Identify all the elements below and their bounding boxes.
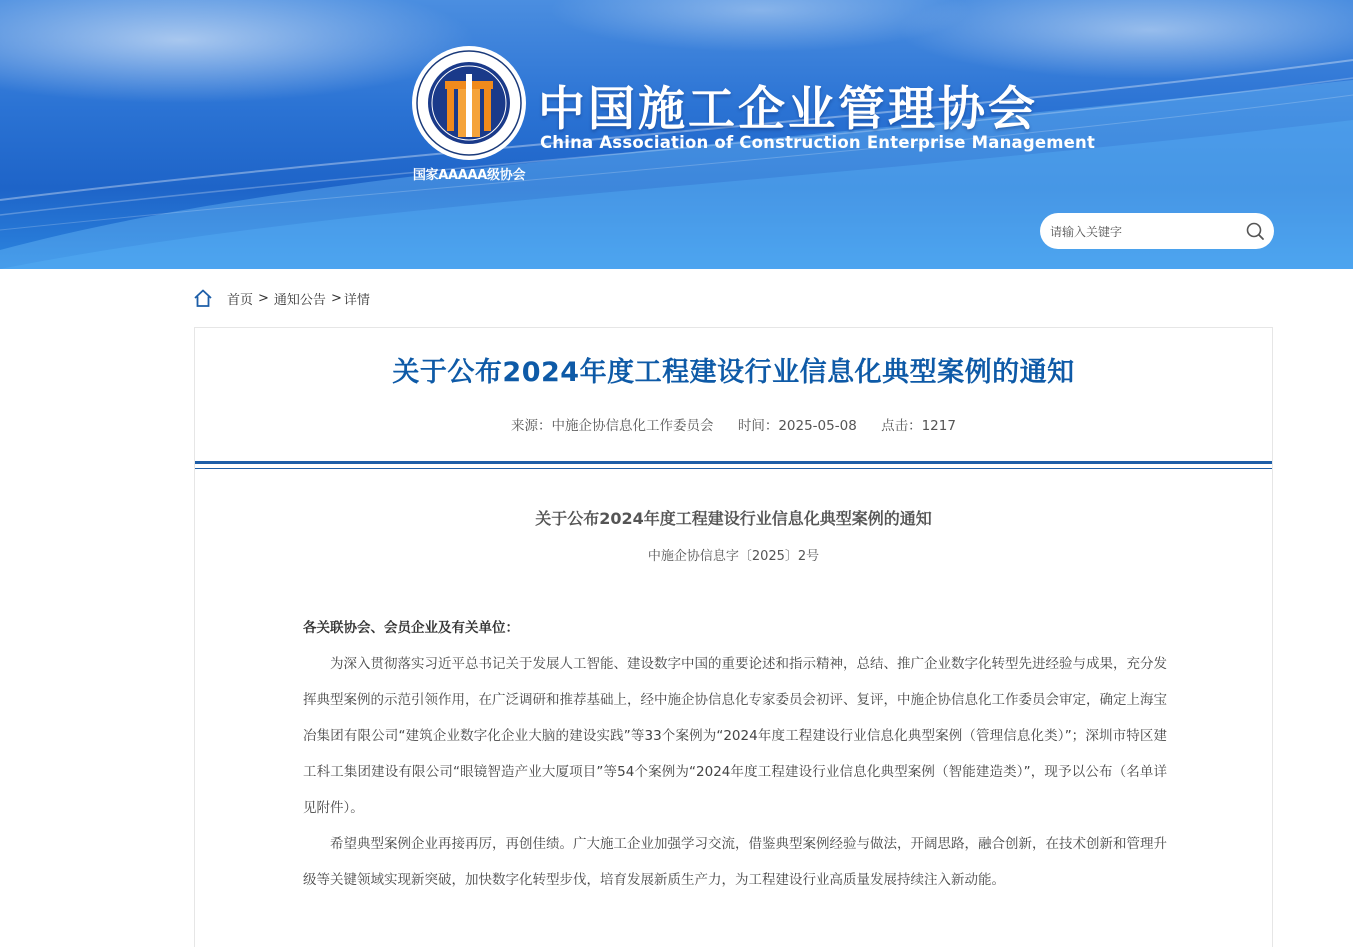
- site-title-en: China Association of Construction Enterprise Management: [540, 133, 1096, 152]
- breadcrumb: [193, 287, 370, 309]
- search-input[interactable]: [1048, 220, 1242, 244]
- article-clicks: 点击：1217: [881, 418, 956, 434]
- search-box: [1040, 213, 1274, 249]
- title-divider-thin: [195, 468, 1272, 469]
- document-title: 关于公布2024年度工程建设行业信息化典型案例的通知: [535, 509, 932, 528]
- article-card: [194, 327, 1273, 947]
- logo-caption: 国家AAAAA级协会: [412, 168, 526, 183]
- title-divider: [195, 461, 1272, 464]
- article-body: [303, 610, 1167, 898]
- breadcrumb-separator: >: [330, 290, 342, 306]
- association-emblem[interactable]: [410, 44, 528, 162]
- article-title: 关于公布2024年度工程建设行业信息化典型案例的通知: [392, 357, 1075, 388]
- salutation: 各关联协会、会员企业及有关单位：: [303, 620, 519, 636]
- breadcrumb-notices[interactable]: 通知公告: [273, 292, 326, 308]
- article-time: 时间：2025-05-08: [737, 418, 857, 434]
- paragraph: 为深入贯彻落实习近平总书记关于发展人工智能、建设数字中国的重要论述和指示精神，总结、推广企业数字化转型先进经验与成果，充分发挥典型案例的示范引领作用，在广泛调研和推荐基础上，经中施企协信息化专家委员会初评、复评，中施企协信息化工作委员会审定，确定上海宝冶集团有限公司“建筑企业数字化企业大脑的建设实践”等33个案例为“2024年度工程建设行业信息化典型案例（管理信息化类）”；深圳市特区建工科工集团建设有限公司“眼镜智造产业大厦项目”等54个案例为“2024年度工程建设行业信息化典型案例（智能建造类）”，现予以公布（名单详见附件）。: [303, 656, 1167, 816]
- site-header-banner: [0, 0, 1353, 269]
- search-icon[interactable]: [1244, 220, 1266, 242]
- site-title-cn: 中国施工企业管理协会: [538, 82, 1038, 137]
- breadcrumb-separator: >: [258, 290, 269, 306]
- article-source: 来源：中施企协信息化工作委员会: [511, 418, 714, 434]
- breadcrumb-current: 详情: [343, 292, 370, 308]
- paragraph: 希望典型案例企业再接再厉，再创佳绩。广大施工企业加强学习交流，借鉴典型案例经验与做法，开阔思路，融合创新，在技术创新和管理升级等关键领域实现新突破，加快数字化转型步伐，培育发展新质生产力，为工程建设行业高质量发展持续注入新动能。: [303, 836, 1167, 888]
- article-meta: [195, 414, 1272, 434]
- home-icon[interactable]: [193, 288, 213, 308]
- breadcrumb-home[interactable]: 首页: [227, 292, 254, 308]
- document-number: 中施企协信息字〔2025〕2号: [647, 549, 820, 564]
